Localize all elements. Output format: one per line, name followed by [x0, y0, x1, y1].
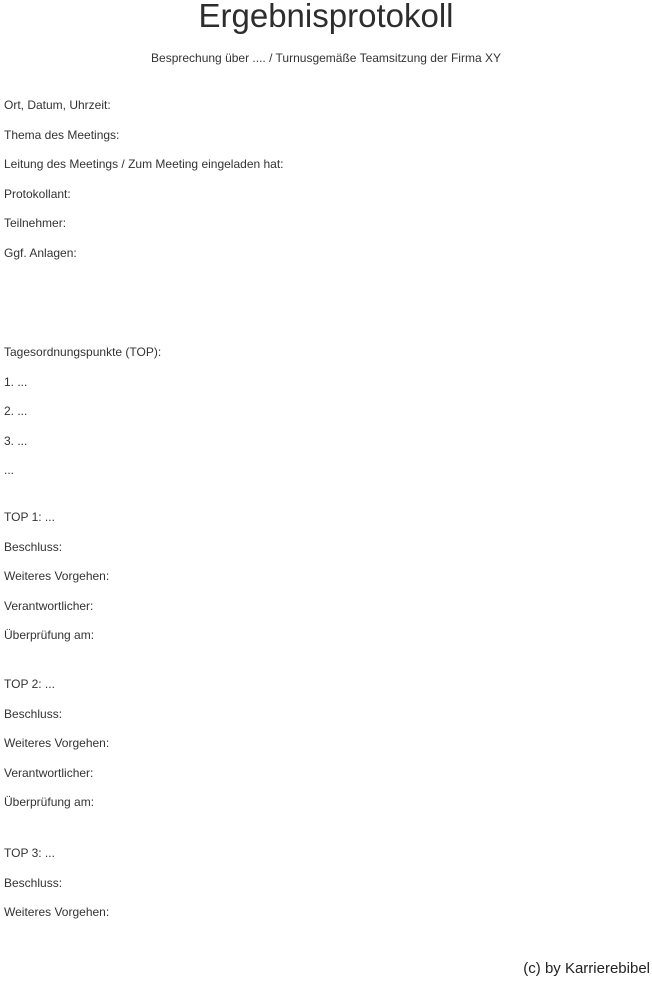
top2-ueberpruefung-am: Überprüfung am: [4, 795, 95, 810]
top1-weiteres-vorgehen: Weiteres Vorgehen: [4, 569, 110, 584]
meta-line-protokollant: Protokollant: [4, 186, 71, 201]
meta-line-anlagen: Ggf. Anlagen: [4, 245, 77, 260]
meta-line-ort-datum-uhrzeit: Ort, Datum, Uhrzeit: [4, 98, 111, 112]
agenda-item-more: ... [4, 463, 15, 478]
top2-title: TOP 2: ... [4, 677, 55, 691]
top1-section [4, 511, 648, 659]
document-subtitle: Besprechung über .... / Turnusgemäße Teamsitzung der Firma XY [151, 51, 501, 65]
top2-beschluss: Beschluss: [4, 706, 63, 721]
agenda-section [4, 346, 648, 494]
meta-line-teilnehmer: Teilnehmer: [4, 216, 67, 231]
meta-line-leitung: Leitung des Meetings / Zum Meeting eingeladen hat: [4, 157, 284, 172]
top2-section [4, 678, 648, 826]
top1-title: TOP 1: ... [4, 510, 55, 524]
top3-title: TOP 3: ... [4, 846, 55, 860]
top1-beschluss: Beschluss: [4, 539, 63, 554]
agenda-item-1: 1. ... [4, 374, 28, 389]
meta-line-thema: Thema des Meetings: [4, 127, 120, 142]
footer-credit: (c) by Karrierebibel [523, 960, 650, 977]
top1-verantwortlicher: Verantwortlicher: [4, 598, 94, 613]
agenda-item-3: 3. ... [4, 433, 28, 448]
top3-beschluss: Beschluss: [4, 875, 63, 890]
agenda-heading: Tagesordnungspunkte (TOP): [4, 345, 162, 359]
agenda-item-2: 2. ... [4, 404, 28, 419]
top2-verantwortlicher: Verantwortlicher: [4, 765, 94, 780]
top1-ueberpruefung-am: Überprüfung am: [4, 628, 95, 643]
document-title: Ergebnisprotokoll [198, 0, 454, 34]
top3-section [4, 847, 648, 936]
top3-weiteres-vorgehen: Weiteres Vorgehen: [4, 905, 110, 920]
top2-weiteres-vorgehen: Weiteres Vorgehen: [4, 736, 110, 751]
meta-section [4, 99, 648, 277]
